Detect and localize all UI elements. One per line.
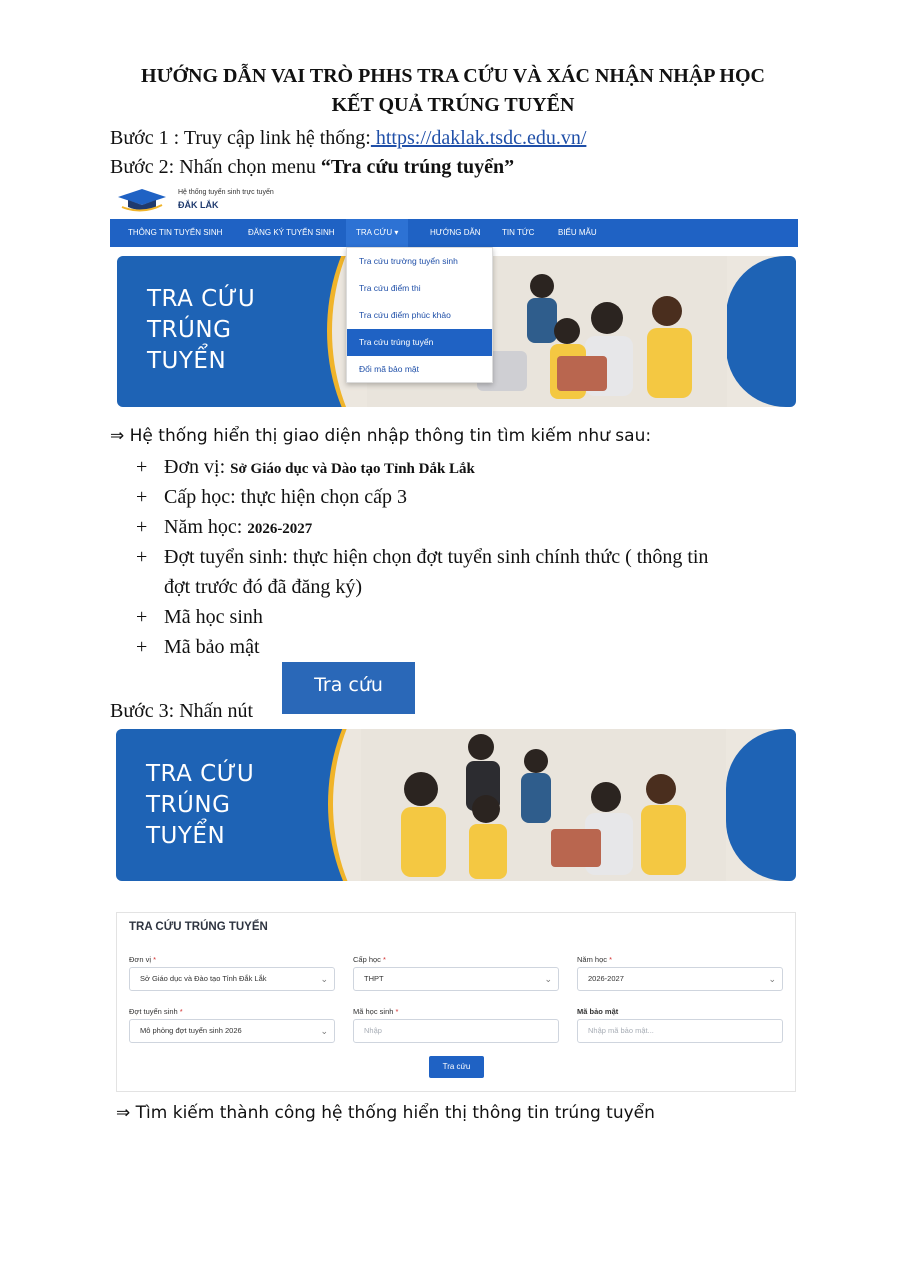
dot-tuyen-sinh-select[interactable] <box>129 1019 335 1043</box>
ma-hoc-sinh-label <box>353 1007 398 1016</box>
nam-hoc-select[interactable] <box>577 967 783 991</box>
bullet-mark: + <box>136 546 148 568</box>
bullet-label: Năm học: <box>164 516 248 538</box>
bullet-mark: + <box>136 456 148 478</box>
dropdown-item-tra-cuu-diem-thi[interactable]: Tra cứu điểm thi <box>359 283 421 293</box>
chevron-down-icon: ⌄ <box>320 1026 328 1036</box>
label-text: Đơn vị <box>129 955 152 964</box>
graduation-cap-icon <box>116 187 168 213</box>
label-text: Đợt tuyển sinh <box>129 1007 178 1016</box>
ma-hoc-sinh-input[interactable]: Nhập <box>353 1019 559 1043</box>
nav-bieu-mau[interactable]: BIỂU MẪU <box>558 228 597 237</box>
tra-cuu-button-example[interactable]: Tra cứu <box>282 662 415 714</box>
students-photo <box>361 729 726 881</box>
search-form <box>116 912 796 1092</box>
system-link[interactable]: https://daklak.tsdc.edu.vn/ <box>370 127 587 149</box>
bullet-label: Cấp học: thực hiện chọn cấp 3 <box>164 486 407 508</box>
form-title: TRA CỨU TRÚNG TUYỂN <box>129 921 268 933</box>
banner-bottom-text <box>146 759 254 852</box>
required-mark: * <box>151 955 157 964</box>
dropdown-item-tra-cuu-phuc-khao[interactable]: Tra cứu điểm phúc khảo <box>359 310 451 320</box>
bullet-label: Mã học sinh <box>164 606 263 628</box>
result-intro: ⇒ Hệ thống hiển thị giao diện nhập thông tin tìm kiếm như sau: <box>110 426 652 446</box>
dropdown-item-doi-ma-bao-mat[interactable]: Đổi mã bảo mật <box>359 364 419 374</box>
bullet-ma-bao-mat <box>136 633 260 661</box>
banner-line-1: TRA CỨU <box>146 761 255 787</box>
chevron-down-icon: ⌄ <box>320 974 328 984</box>
select-value: THPT <box>364 974 384 983</box>
bullet-ma-hoc-sinh <box>136 603 263 631</box>
bullet-cap-hoc <box>136 483 407 511</box>
chevron-down-icon: ▾ <box>394 228 399 237</box>
step1 <box>110 124 586 152</box>
ma-bao-mat-input[interactable]: Nhập mã bảo mật... <box>577 1019 783 1043</box>
label-text: Cấp học <box>353 955 381 964</box>
label-text: Mã học sinh <box>353 1007 394 1016</box>
step1-text: Bước 1 : Truy cập link hệ thống: <box>110 127 371 149</box>
nav-huong-dan[interactable]: HƯỚNG DẪN <box>430 228 481 237</box>
banner-line-1: TRA CỨU <box>147 286 256 312</box>
bullet-label: Mã bảo mật <box>164 636 260 658</box>
select-value: Mô phỏng đợt tuyển sinh 2026 <box>140 1026 242 1035</box>
nav-tra-cuu[interactable] <box>346 219 408 247</box>
don-vi-label <box>129 955 156 964</box>
bullet-mark: + <box>136 486 148 508</box>
doc-title-line1: HƯỚNG DẪN VAI TRÒ PHHS TRA CỨU VÀ XÁC NHẬN NHẬP HỌC <box>141 65 765 87</box>
logo-subtitle: Hệ thống tuyển sinh trực tuyến <box>178 189 274 196</box>
required-mark: * <box>607 955 613 964</box>
bullet-don-vi <box>136 453 475 483</box>
nav-thong-tin-tuyen-sinh[interactable]: THÔNG TIN TUYỂN SINH <box>128 228 223 237</box>
step2-text: Bước 2: Nhấn chọn menu <box>110 156 321 178</box>
bullet-dot-tuyen-sinh <box>136 543 708 571</box>
cap-hoc-select[interactable] <box>353 967 559 991</box>
label-text: Năm học <box>577 955 608 964</box>
site-navbar <box>110 219 798 247</box>
bullet-nam-hoc <box>136 513 312 543</box>
bullet-mark: + <box>136 636 148 658</box>
dot-tuyen-sinh-label <box>129 1007 183 1016</box>
nav-tra-cuu-label: TRA CỨU <box>356 228 393 237</box>
nav-tin-tuc[interactable]: TIN TỨC <box>502 228 535 237</box>
dropdown-item-tra-cuu-trung-tuyen[interactable]: Tra cứu trúng tuyển <box>347 329 492 356</box>
bullet-dot-tuyen-sinh-cont: đợt trước đó đã đăng ký) <box>164 576 363 598</box>
banner-line-3: TUYỂN <box>146 823 226 849</box>
final-result-text: ⇒ Tìm kiếm thành công hệ thống hiển thị thông tin trúng tuyển <box>116 1103 655 1123</box>
cap-hoc-label <box>353 955 386 964</box>
banner-line-2: TRÚNG <box>146 792 231 818</box>
step2-menu-name: “Tra cứu trúng tuyển” <box>320 156 515 178</box>
don-vi-select[interactable] <box>129 967 335 991</box>
nam-hoc-label <box>577 955 612 964</box>
select-value: Sở Giáo dục và Đào tạo Tỉnh Đắk Lắk <box>140 974 267 983</box>
bullet-value: Sở Giáo dục và Dào tạo Tỉnh Dắk Lắk <box>230 461 475 477</box>
banner-line-3: TUYỂN <box>147 348 227 374</box>
doc-title-line2: KẾT QUẢ TRÚNG TUYỂN <box>331 94 575 116</box>
required-mark: * <box>177 1007 183 1016</box>
ma-bao-mat-label: Mã bảo mật <box>577 1007 619 1016</box>
site-logo <box>116 185 416 215</box>
logo-title: ĐẮK LẮK <box>178 200 219 210</box>
banner-line-2: TRÚNG <box>147 317 232 343</box>
select-value: 2026-2027 <box>588 974 624 983</box>
bullet-mark: + <box>136 516 148 538</box>
step2 <box>110 153 514 181</box>
bullet-label: Đợt tuyển sinh: thực hiện chọn đợt tuyển sinh chính thức ( thông tin <box>164 546 709 568</box>
chevron-down-icon: ⌄ <box>768 974 776 984</box>
banner-right-panel <box>726 256 796 407</box>
dropdown-item-tra-cuu-truong[interactable]: Tra cứu trường tuyển sinh <box>359 256 458 266</box>
required-mark: * <box>393 1007 399 1016</box>
banner-bottom <box>116 729 796 881</box>
tra-cuu-submit-button[interactable]: Tra cứu <box>429 1056 484 1078</box>
bullet-mark: + <box>136 606 148 628</box>
step3-text: Bước 3: Nhấn nút <box>110 700 254 722</box>
required-mark: * <box>380 955 386 964</box>
chevron-down-icon: ⌄ <box>544 974 552 984</box>
nav-dang-ky-tuyen-sinh[interactable]: ĐĂNG KÝ TUYỂN SINH <box>248 228 335 237</box>
banner-top-text <box>147 284 255 377</box>
bullet-label: Đơn vị: <box>164 456 231 478</box>
bullet-value: 2026-2027 <box>247 521 313 537</box>
banner-right-panel <box>726 729 796 881</box>
tra-cuu-dropdown <box>346 247 493 383</box>
site-screenshot <box>110 183 798 411</box>
